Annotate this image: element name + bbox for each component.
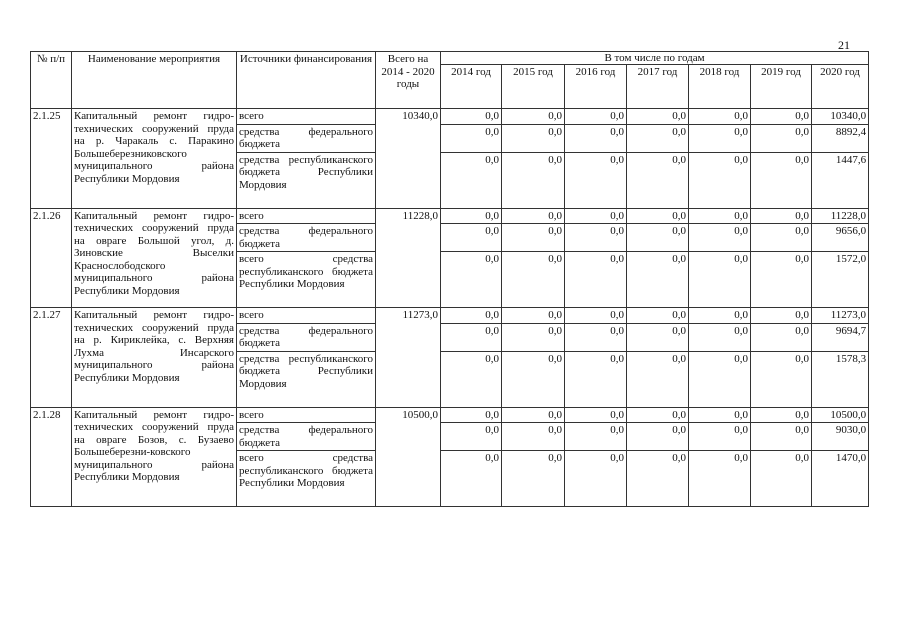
year-value: 0,0 [689, 407, 751, 423]
table-row [31, 208, 869, 224]
year-value: 0,0 [627, 109, 689, 125]
funding-source: средства федерального бюджета [237, 224, 376, 252]
funding-source: всего [237, 208, 376, 224]
measure-name: Капитальный ремонт гидро-технических сооружений пруда на овраге Большой угол, д. Зиновские Выселки Краснослободского муниципального района Республики Мордовия [72, 208, 237, 308]
funding-source: средства федерального бюджета [237, 323, 376, 351]
funding-source: всего средства республиканского бюджета Республики Мордовия [237, 451, 376, 507]
year-value: 0,0 [441, 208, 502, 224]
year-value: 0,0 [565, 308, 627, 324]
year-value: 0,0 [502, 423, 565, 451]
year-value: 11273,0 [812, 308, 869, 324]
year-value: 0,0 [689, 124, 751, 152]
total-value: 10340,0 [376, 109, 441, 209]
year-value: 0,0 [689, 308, 751, 324]
financing-table [30, 51, 869, 507]
header-year: 2017 год [627, 65, 689, 109]
year-value: 0,0 [627, 423, 689, 451]
year-value: 0,0 [502, 252, 565, 308]
year-value: 0,0 [441, 224, 502, 252]
year-value: 0,0 [689, 451, 751, 507]
year-value: 9030,0 [812, 423, 869, 451]
year-value: 0,0 [627, 124, 689, 152]
year-value: 0,0 [627, 208, 689, 224]
year-value: 0,0 [565, 351, 627, 407]
year-value: 0,0 [565, 109, 627, 125]
row-number: 2.1.26 [31, 208, 72, 308]
row-number: 2.1.25 [31, 109, 72, 209]
year-value: 10340,0 [812, 109, 869, 125]
page-number: 21 [838, 38, 850, 52]
table-row [31, 109, 869, 125]
header-year: 2019 год [751, 65, 812, 109]
table-row [31, 308, 869, 324]
year-value: 0,0 [751, 351, 812, 407]
year-value: 0,0 [565, 423, 627, 451]
year-value: 0,0 [565, 407, 627, 423]
year-value: 0,0 [627, 451, 689, 507]
year-value: 0,0 [627, 308, 689, 324]
year-value: 0,0 [565, 252, 627, 308]
year-value: 0,0 [441, 124, 502, 152]
year-value: 10500,0 [812, 407, 869, 423]
year-value: 0,0 [565, 224, 627, 252]
year-value: 0,0 [689, 423, 751, 451]
year-value: 0,0 [502, 152, 565, 208]
year-value: 1470,0 [812, 451, 869, 507]
funding-source: средства республиканского бюджета Республики Мордовия [237, 152, 376, 208]
year-value: 0,0 [627, 323, 689, 351]
year-value: 0,0 [502, 208, 565, 224]
header-source: Источники финансирования [237, 52, 376, 109]
funding-source: средства федерального бюджета [237, 423, 376, 451]
year-value: 0,0 [502, 124, 565, 152]
header-year: 2016 год [565, 65, 627, 109]
year-value: 0,0 [441, 323, 502, 351]
year-value: 0,0 [565, 152, 627, 208]
year-value: 0,0 [627, 224, 689, 252]
year-value: 0,0 [689, 252, 751, 308]
year-value: 0,0 [689, 351, 751, 407]
year-value: 1447,6 [812, 152, 869, 208]
year-value: 0,0 [441, 252, 502, 308]
funding-source: всего [237, 407, 376, 423]
header-name: Наименование мероприятия [72, 52, 237, 109]
year-value: 0,0 [751, 152, 812, 208]
year-value: 0,0 [689, 224, 751, 252]
year-value: 0,0 [627, 351, 689, 407]
header-year: 2015 год [502, 65, 565, 109]
header-total: Всего на 2014 - 2020 годы [376, 52, 441, 109]
year-value: 11228,0 [812, 208, 869, 224]
funding-source: всего [237, 109, 376, 125]
total-value: 10500,0 [376, 407, 441, 507]
year-value: 0,0 [565, 208, 627, 224]
year-value: 0,0 [441, 308, 502, 324]
header-years-group: В том числе по годам [441, 52, 869, 65]
year-value: 0,0 [751, 323, 812, 351]
year-value: 0,0 [689, 109, 751, 125]
header-year: 2014 год [441, 65, 502, 109]
year-value: 0,0 [441, 423, 502, 451]
funding-source: средства федерального бюджета [237, 124, 376, 152]
year-value: 0,0 [565, 323, 627, 351]
year-value: 0,0 [502, 224, 565, 252]
year-value: 1578,3 [812, 351, 869, 407]
year-value: 9656,0 [812, 224, 869, 252]
year-value: 0,0 [751, 451, 812, 507]
year-value: 8892,4 [812, 124, 869, 152]
header-year: 2020 год [812, 65, 869, 109]
year-value: 0,0 [689, 208, 751, 224]
table-row [31, 407, 869, 423]
year-value: 0,0 [751, 308, 812, 324]
year-value: 0,0 [441, 109, 502, 125]
year-value: 0,0 [751, 407, 812, 423]
year-value: 0,0 [751, 423, 812, 451]
year-value: 0,0 [565, 451, 627, 507]
row-number: 2.1.28 [31, 407, 72, 507]
header-row-1 [31, 52, 869, 65]
year-value: 0,0 [627, 252, 689, 308]
total-value: 11228,0 [376, 208, 441, 308]
header-year: 2018 год [689, 65, 751, 109]
year-value: 0,0 [751, 252, 812, 308]
year-value: 0,0 [502, 109, 565, 125]
year-value: 0,0 [441, 407, 502, 423]
year-value: 0,0 [627, 407, 689, 423]
measure-name: Капитальный ремонт гидро-технических сооружений пруда на овраге Бозов, с. Бузаево Большеберезни-ковского муниципального района Республики Мордовия [72, 407, 237, 507]
row-number: 2.1.27 [31, 308, 72, 408]
measure-name: Капитальный ремонт гидро-технических сооружений пруда на р. Кириклейка, с. Верхняя Лухма Инсарского муниципального района Республики Мордовия [72, 308, 237, 408]
year-value: 9694,7 [812, 323, 869, 351]
funding-source: всего [237, 308, 376, 324]
year-value: 0,0 [502, 351, 565, 407]
year-value: 0,0 [441, 152, 502, 208]
year-value: 0,0 [689, 323, 751, 351]
year-value: 0,0 [441, 451, 502, 507]
year-value: 0,0 [502, 323, 565, 351]
measure-name: Капитальный ремонт гидро-технических сооружений пруда на р. Чаракаль с. Паракино Большеберезниковского муниципального района Республики Мордовия [72, 109, 237, 209]
funding-source: всего средства республиканского бюджета Республики Мордовия [237, 252, 376, 308]
year-value: 0,0 [751, 208, 812, 224]
year-value: 0,0 [751, 109, 812, 125]
year-value: 0,0 [689, 152, 751, 208]
year-value: 0,0 [751, 124, 812, 152]
year-value: 0,0 [565, 124, 627, 152]
funding-source: средства республиканского бюджета Республики Мордовия [237, 351, 376, 407]
year-value: 0,0 [502, 451, 565, 507]
year-value: 0,0 [441, 351, 502, 407]
header-num: № п/п [31, 52, 72, 109]
total-value: 11273,0 [376, 308, 441, 408]
year-value: 0,0 [751, 224, 812, 252]
year-value: 1572,0 [812, 252, 869, 308]
year-value: 0,0 [627, 152, 689, 208]
year-value: 0,0 [502, 407, 565, 423]
year-value: 0,0 [502, 308, 565, 324]
